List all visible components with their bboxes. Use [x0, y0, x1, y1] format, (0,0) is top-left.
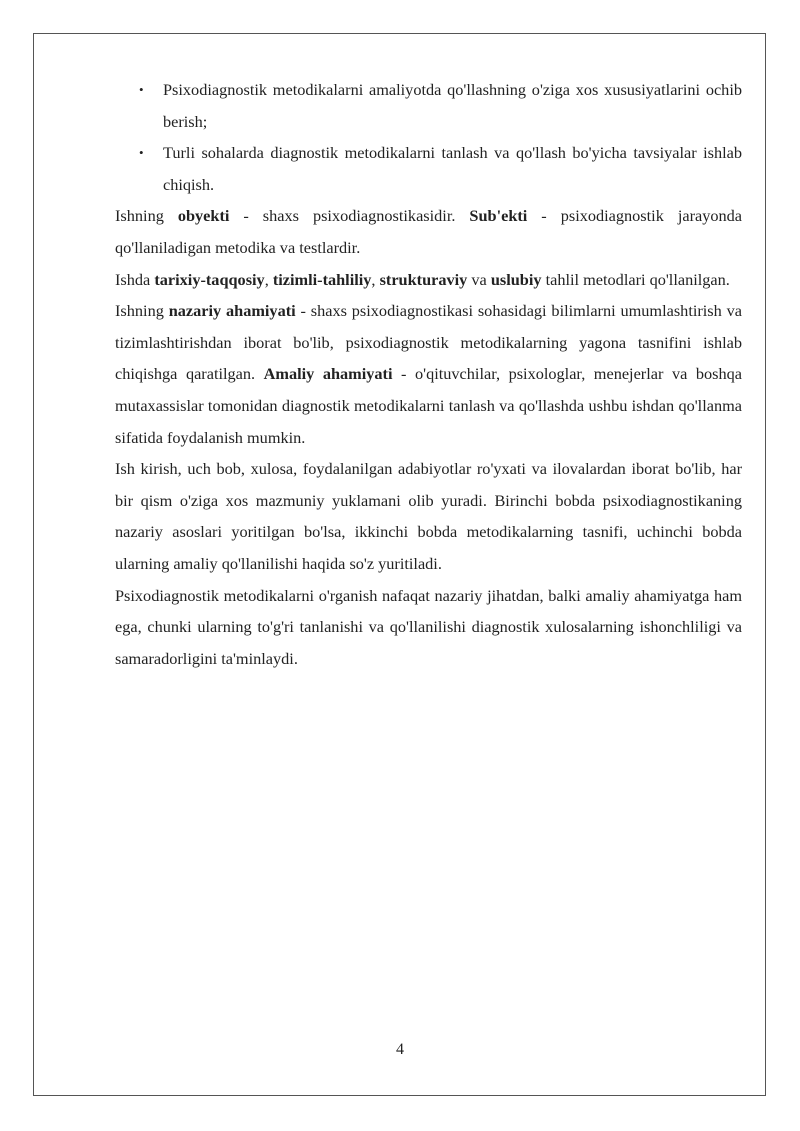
text-run: va: [467, 269, 491, 289]
text-run: tahlil metodlari qo'llanilgan.: [541, 269, 730, 289]
paragraph-methods: [115, 264, 742, 296]
bullet-icon: •: [139, 82, 144, 97]
list-item-text: Psixodiagnostik metodikalarni amaliyotda qo'llashning o'ziga xos xususiyatlarini ochib berish;: [163, 80, 742, 131]
bold-term: tarixiy-taqqosiy: [154, 269, 265, 289]
text-run: ,: [371, 269, 380, 289]
bold-term: obyekti: [177, 206, 230, 226]
text-run: - psixodiagnostik jarayonda qo'llaniladigan metodika va testlardir.: [115, 206, 743, 257]
bold-term: tizimli-tahliliy: [272, 269, 372, 289]
page-number: 4: [396, 1041, 404, 1058]
bold-term: Amaliy ahamiyati: [263, 364, 393, 384]
text-run: ,: [264, 269, 273, 289]
text-run: - shaxs psixodiagnostikasi sohasidagi bilimlarni umumlashtirish va tizimlashtirishdan iborat bo'lib, psixodiagnostik metodikalarning yagona tasnifini ishlab chiqishga qaratilgan.: [115, 301, 743, 384]
paragraph-significance: [115, 295, 742, 453]
list-item: [115, 137, 742, 200]
objectives-list: [115, 74, 742, 200]
text-run: Ishning: [115, 301, 169, 321]
bold-term: strukturaviy: [379, 269, 468, 289]
bold-term: Sub'ekti: [469, 206, 528, 226]
text-run: - shaxs psixodiagnostikasidir.: [229, 206, 470, 226]
text-run: Ishning: [115, 206, 178, 226]
paragraph-conclusion: Psixodiagnostik metodikalarni o'rganish nafaqat nazariy jihatdan, balki amaliy ahamiyatga ham ega, chunki ularning to'g'ri tanlanishi va qo'llanilishi diagnostik xulosalarning ishonchliligi va samaradorligini ta'minlaydi.: [115, 585, 742, 668]
list-item: [115, 74, 742, 137]
bold-term: nazariy ahamiyati: [168, 301, 296, 321]
bullet-icon: •: [139, 145, 144, 161]
list-item-text: Turli sohalarda diagnostik metodikalarni tanlash va qo'llash bo'yicha tavsiyalar ishlab chiqish.: [163, 143, 742, 194]
paragraph-object-subject: [115, 200, 742, 263]
paragraph-structure: Ish kirish, uch bob, xulosa, foydalanilgan adabiyotlar ro'yxati va ilovalardan iborat bo'lib, har bir qism o'ziga xos mazmuniy yuklamani olib yuradi. Birinchi bobda psixodiagnostikaning nazariy asoslari yoritilgan bo'lsa, ikkinchi bobda metodikalarning tasnifi, uchinchi bobda ularning amaliy qo'llanilishi haqida so'z yuritiladi.: [115, 459, 742, 573]
bold-term: uslubiy: [490, 269, 542, 289]
text-run: - o'qituvchilar, psixologlar, menejerlar va boshqa mutaxassislar tomonidan diagnostik metodikalarni tanlash va qo'llashda ushbu ishdan qo'llanma sifatida foydalanish mumkin.: [115, 364, 742, 447]
text-run: Ishda: [115, 269, 155, 289]
document-body: [115, 74, 742, 674]
